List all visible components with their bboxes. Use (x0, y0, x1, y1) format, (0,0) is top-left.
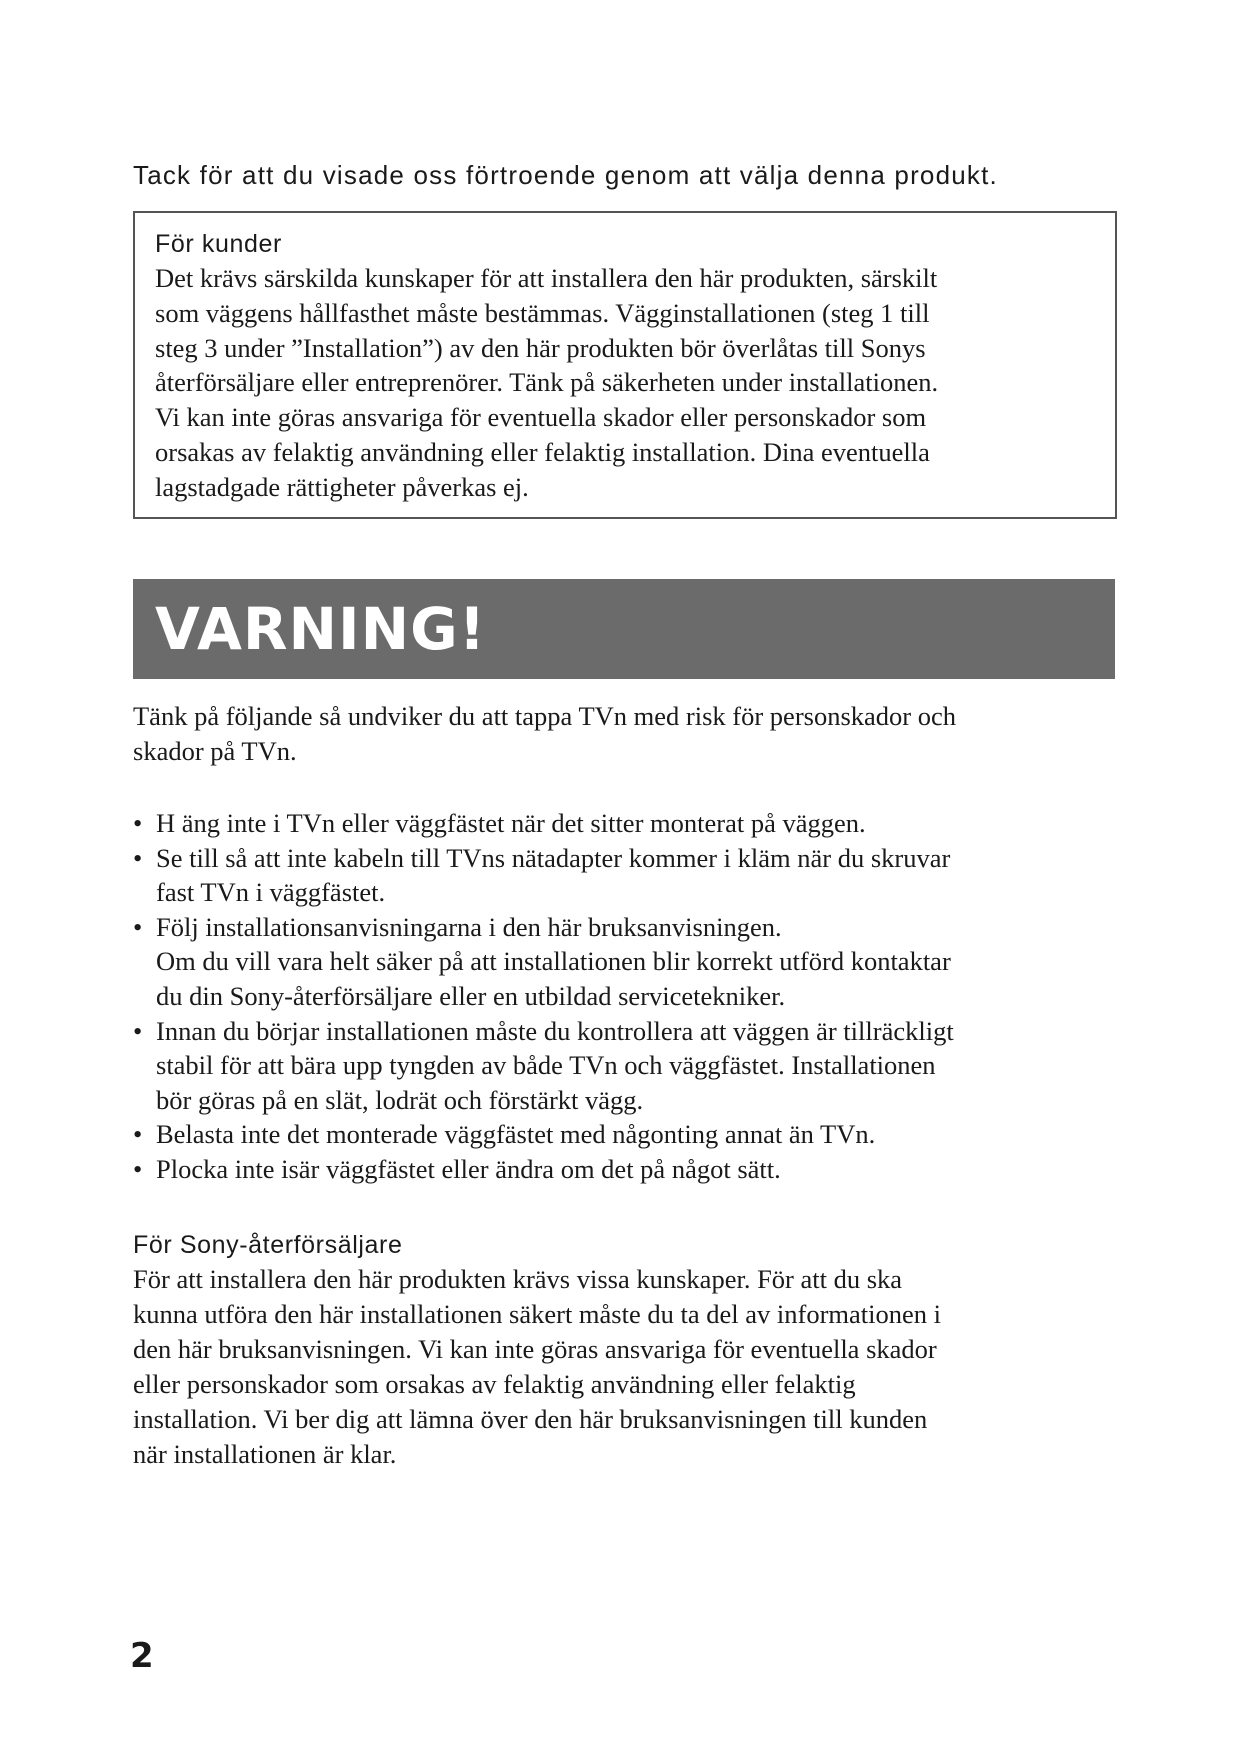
list-item-line: stabil för att bära upp tyngden av både TVn och väggfästet. Installationen (156, 1050, 936, 1081)
list-item (133, 841, 1133, 910)
list-item-line: H äng inte i TVn eller väggfästet när det sitter monterat på väggen. (156, 808, 866, 838)
customer-notice-text (155, 261, 1095, 505)
list-item-line: bör göras på en slät, lodrät och förstärkt vägg. (156, 1084, 644, 1115)
customer-notice-line: lagstadgade rättigheter påverkas ej. (155, 471, 529, 502)
dealer-text-line: installation. Vi ber dig att lämna över den här bruksanvisningen till kunden (133, 1404, 928, 1434)
list-item-line: Innan du börjar installationen måste du kontrollera att väggen är tillräckligt (156, 1015, 954, 1046)
dealer-text-line: eller personskador som orsakas av felaktig användning eller felaktig (133, 1369, 856, 1399)
dealer-text-line: För att installera den här produkten krävs vissa kunskaper. För att du ska (133, 1264, 903, 1294)
list-item-line: Plocka inte isär väggfästet eller ändra om det på något sätt. (156, 1153, 781, 1184)
list-item-line: Om du vill vara helt säker på att installationen blir korrekt utförd kontaktar (156, 946, 951, 977)
dealer-text-line: den här bruksanvisningen. Vi kan inte göras ansvariga för eventuella skador (133, 1334, 937, 1364)
warning-intro-line: skador på TVn. (133, 736, 297, 766)
list-item-line: du din Sony-återförsäljare eller en utbildad servicetekniker. (156, 980, 786, 1011)
list-item (133, 1152, 1133, 1187)
bullet-icon: • (133, 911, 143, 942)
list-item (133, 806, 1133, 841)
dealer-text-line: kunna utföra den här installationen säkert måste du ta del av informationen i (133, 1299, 941, 1329)
bullet-icon: • (133, 842, 143, 873)
list-item-line: Belasta inte det monterade väggfästet med någonting annat än TVn. (156, 1119, 876, 1150)
dealer-heading: För Sony-återförsäljare (133, 1231, 403, 1259)
page-number: 2 (130, 1636, 154, 1676)
warning-intro-line: Tänk på följande så undviker du att tappa TVn med risk för personskador och (133, 701, 956, 731)
list-item (133, 1117, 1133, 1152)
warning-title: VARNING! (155, 595, 487, 663)
customer-notice-line: återförsäljare eller entreprenörer. Tänk på säkerheten under installationen. (155, 367, 939, 398)
dealer-text-line: när installationen är klar. (133, 1439, 397, 1469)
list-item-line: Se till så att inte kabeln till TVns nätadapter kommer i kläm när du skruvar (156, 842, 951, 873)
warning-banner (133, 579, 1115, 679)
bullet-icon: • (133, 1119, 143, 1150)
list-item (133, 1014, 1133, 1118)
customer-notice-line: steg 3 under ”Installation”) av den här produkten bör överlåtas till Sonys (155, 332, 926, 363)
customer-notice-line: som väggens hållfasthet måste bestämmas. Vägginstallationen (steg 1 till (155, 297, 930, 328)
bullet-icon: • (133, 1015, 143, 1046)
customer-notice-line: orsakas av felaktig användning eller felaktig installation. Dina eventuella (155, 436, 930, 467)
customer-notice-line: Vi kan inte göras ansvariga för eventuella skador eller personskador som (155, 402, 927, 433)
customer-notice-heading: För kunder (155, 230, 282, 258)
warning-intro (133, 699, 1133, 769)
intro-text: Tack för att du visade oss förtroende genom att välja denna produkt. (133, 160, 998, 190)
bullet-icon: • (133, 808, 143, 838)
customer-notice-line: Det krävs särskilda kunskaper för att installera den här produkten, särskilt (155, 263, 938, 293)
list-item-line: Följ installationsanvisningarna i den här bruksanvisningen. (156, 911, 782, 942)
list-item-line: fast TVn i väggfästet. (156, 877, 386, 908)
warning-bullet-list (133, 806, 1133, 1187)
list-item (133, 910, 1133, 1014)
dealer-text (133, 1262, 1133, 1472)
bullet-icon: • (133, 1153, 143, 1184)
customer-notice-box (133, 211, 1117, 519)
